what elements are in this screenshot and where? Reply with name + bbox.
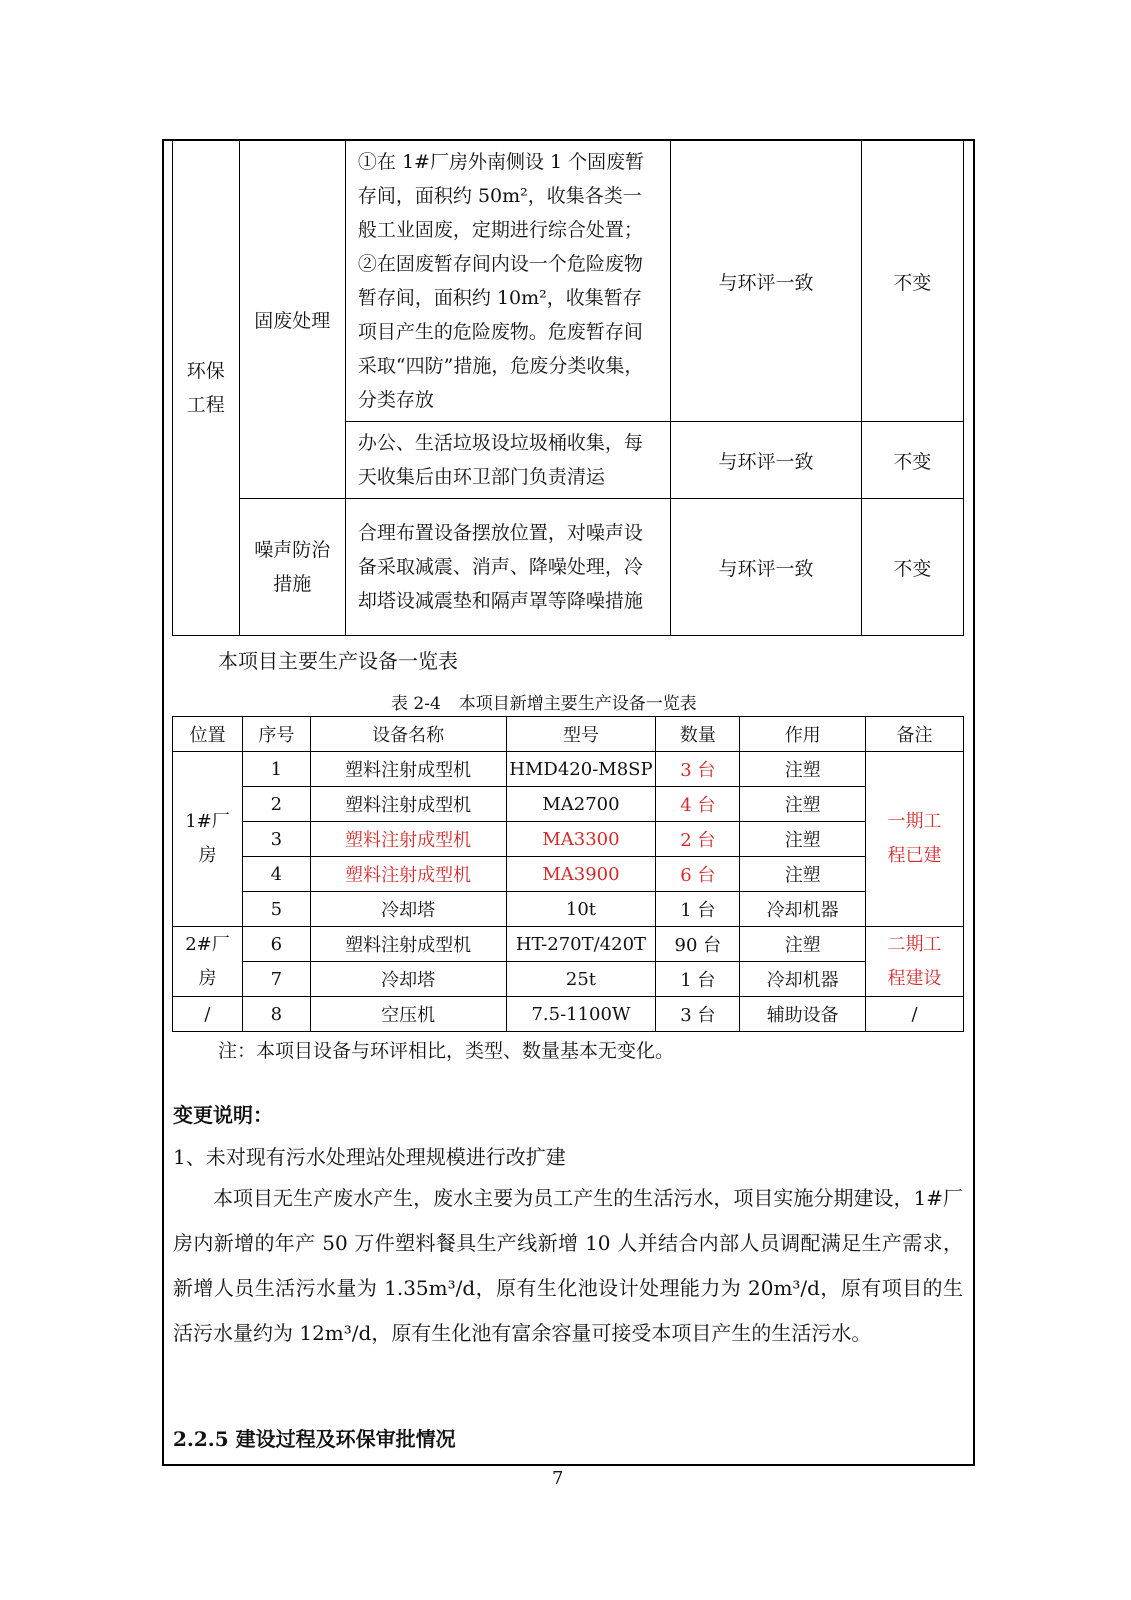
table-row	[173, 962, 964, 997]
env-change-cell: 不变	[861, 422, 963, 499]
name-cell: 塑料注射成型机	[310, 857, 506, 892]
name-cell: 塑料注射成型机	[310, 927, 506, 962]
header-model: 型号	[506, 717, 656, 752]
header-remark: 备注	[866, 717, 964, 752]
use-cell: 冷却机器	[740, 962, 866, 997]
model-cell: 7.5-1100W	[506, 997, 656, 1032]
table-row	[173, 892, 964, 927]
table-caption-number: 表 2-4	[391, 694, 441, 714]
name-cell: 冷却塔	[310, 892, 506, 927]
use-cell: 注塑	[740, 857, 866, 892]
table-note: 注：本项目设备与环评相比，类型、数量基本无变化。	[218, 1040, 675, 1062]
table-row	[173, 927, 964, 962]
env-consistency-cell: 与环评一致	[671, 141, 861, 422]
section-title: 2.2.5 建设过程及环保审批情况	[173, 1427, 456, 1451]
header-location: 位置	[173, 717, 243, 752]
table-row	[173, 997, 964, 1032]
table-row	[173, 752, 964, 787]
no-cell: 2	[242, 787, 310, 822]
model-cell: MA2700	[506, 787, 656, 822]
env-category-cell: 环保 工程	[173, 141, 240, 636]
table-row	[173, 822, 964, 857]
env-measure-cell: 合理布置设备摆放位置，对噪声设备采取减震、消声、降噪处理，冷却塔设减震垫和隔声罩等降噪措施	[345, 499, 670, 636]
name-cell: 塑料注射成型机	[310, 787, 506, 822]
no-cell: 6	[242, 927, 310, 962]
qty-cell: 4 台	[656, 787, 740, 822]
no-cell: 8	[242, 997, 310, 1032]
model-cell: 10t	[506, 892, 656, 927]
header-no: 序号	[242, 717, 310, 752]
use-cell: 注塑	[740, 752, 866, 787]
page-number: 7	[552, 1468, 564, 1489]
table-row	[173, 857, 964, 892]
header-name: 设备名称	[310, 717, 506, 752]
table-caption-title: 本项目新增主要生产设备一览表	[458, 694, 697, 714]
no-cell: 5	[242, 892, 310, 927]
location-cell: 2#厂 房	[173, 927, 243, 997]
name-cell: 塑料注射成型机	[310, 822, 506, 857]
model-cell: HMD420-M8SP	[506, 752, 656, 787]
remark-cell: /	[866, 997, 964, 1032]
use-cell: 冷却机器	[740, 892, 866, 927]
env-change-cell: 不变	[861, 499, 963, 636]
no-cell: 4	[242, 857, 310, 892]
table-row	[173, 787, 964, 822]
location-cell: 1#厂 房	[173, 752, 243, 927]
remark-cell: 二期工 程建设	[866, 927, 964, 997]
model-cell: MA3300	[506, 822, 656, 857]
no-cell: 7	[242, 962, 310, 997]
change-paragraph: 本项目无生产废水产生，废水主要为员工产生的生活污水，项目实施分期建设，1#厂房内新增的年产 50 万件塑料餐具生产线新增 10 人并结合内部人员调配满足生产需求，新增人员生活污水量为 1.35m³/d，原有生化池设计处理能力为 20m³/d，原有项目的生活污水量约为 12m³/d，原有生化池有富余容量可接受本项目产生的生活污水。	[173, 1186, 963, 1345]
env-item-noise: 噪声防治措施	[239, 499, 345, 636]
model-cell: 25t	[506, 962, 656, 997]
change-heading: 变更说明：	[173, 1103, 273, 1127]
env-measure-cell: 办公、生活垃圾设垃圾桶收集，每天收集后由环卫部门负责清运	[345, 422, 670, 499]
qty-cell: 3 台	[656, 997, 740, 1032]
no-cell: 1	[242, 752, 310, 787]
qty-cell: 6 台	[656, 857, 740, 892]
table-caption	[391, 689, 697, 714]
name-cell: 塑料注射成型机	[310, 752, 506, 787]
name-cell: 空压机	[310, 997, 506, 1032]
model-cell: HT-270T/420T	[506, 927, 656, 962]
model-cell: MA3900	[506, 857, 656, 892]
use-cell: 注塑	[740, 787, 866, 822]
header-qty: 数量	[656, 717, 740, 752]
qty-cell: 1 台	[656, 892, 740, 927]
qty-cell: 90 台	[656, 927, 740, 962]
equipment-table	[172, 716, 964, 1032]
change-item-1: 1、未对现有污水处理站处理规模进行改扩建	[173, 1145, 566, 1169]
qty-cell: 2 台	[656, 822, 740, 857]
env-item-solid-waste: 固废处理	[239, 141, 345, 499]
equipment-intro-line: 本项目主要生产设备一览表	[218, 649, 458, 673]
env-consistency-cell: 与环评一致	[671, 499, 861, 636]
env-measure-cell: ①在 1#厂房外南侧设 1 个固废暂存间，面积约 50m²，收集各类一般工业固废，定期进行综合处置；②在固废暂存间内设一个危险废物暂存间，面积约 10m²，收集暂存项目产生的危险废物。危废暂存间采取“四防”措施，危废分类收集，分类存放	[345, 141, 670, 422]
use-cell: 注塑	[740, 927, 866, 962]
env-change-cell: 不变	[861, 141, 963, 422]
environmental-works-table	[172, 140, 964, 636]
location-cell: /	[173, 997, 243, 1032]
name-cell: 冷却塔	[310, 962, 506, 997]
qty-cell: 3 台	[656, 752, 740, 787]
no-cell: 3	[242, 822, 310, 857]
use-cell: 注塑	[740, 822, 866, 857]
env-consistency-cell: 与环评一致	[671, 422, 861, 499]
header-use: 作用	[740, 717, 866, 752]
qty-cell: 1 台	[656, 962, 740, 997]
use-cell: 辅助设备	[740, 997, 866, 1032]
remark-cell: 一期工 程已建	[866, 752, 964, 927]
